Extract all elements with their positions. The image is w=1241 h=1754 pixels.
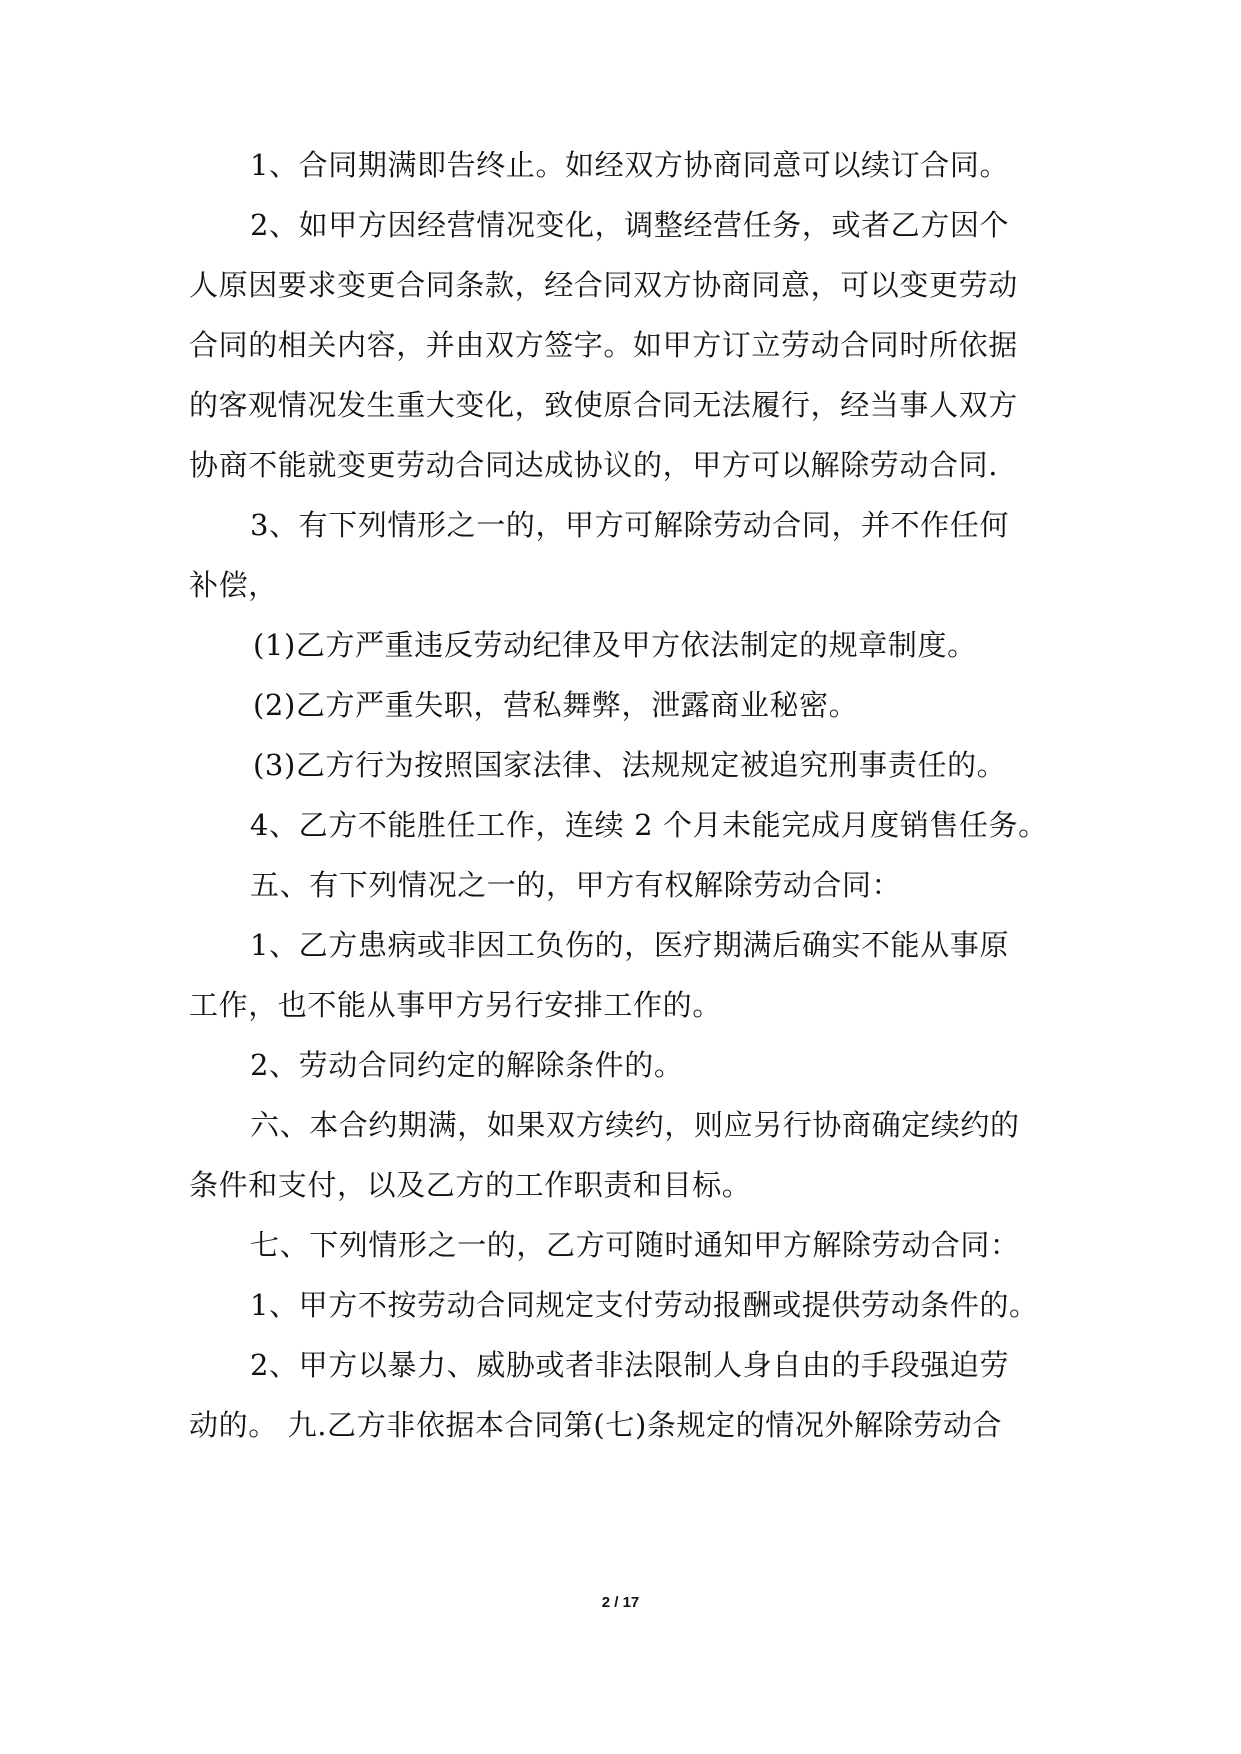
page-number: 2 / 17	[601, 1594, 640, 1611]
text-line: 的客观情况发生重大变化，致使原合同无法履行，经当事人双方	[189, 388, 1018, 422]
text-line: 合同的相关内容，并由双方签字。如甲方订立劳动合同时所依据	[189, 328, 1018, 362]
text-line: 1、甲方不按劳动合同规定支付劳动报酬或提供劳动条件的。	[250, 1288, 1039, 1322]
text-line: 协商不能就变更劳动合同达成协议的，甲方可以解除劳动合同.	[189, 448, 999, 482]
text-line: 七、下列情形之一的，乙方可随时通知甲方解除劳动合同：	[250, 1228, 1020, 1262]
text-line: 1、合同期满即告终止。如经双方协商同意可以续订合同。	[250, 148, 1010, 182]
text-line: 工作，也不能从事甲方另行安排工作的。	[189, 988, 722, 1022]
text-line: (3)乙方行为按照国家法律、法规规定被追究刑事责任的。	[253, 748, 1007, 782]
text-line: (1)乙方严重违反劳动纪律及甲方依法制定的规章制度。	[253, 628, 977, 662]
text-line: 3、有下列情形之一的，甲方可解除劳动合同，并不作任何	[250, 508, 1010, 542]
text-line: 1、乙方患病或非因工负伤的，医疗期满后确实不能从事原	[250, 928, 1010, 962]
text-line: 五、有下列情况之一的，甲方有权解除劳动合同：	[250, 868, 902, 902]
text-line: 条件和支付，以及乙方的工作职责和目标。	[189, 1168, 752, 1202]
text-line: 人原因要求变更合同条款，经合同双方协商同意，可以变更劳动	[189, 268, 1018, 302]
text-line: 2、如甲方因经营情况变化，调整经营任务，或者乙方因个	[250, 208, 1010, 242]
text-line: 动的。 九.乙方非依据本合同第(七)条规定的情况外解除劳动合	[189, 1408, 1003, 1442]
text-line: 2、甲方以暴力、威胁或者非法限制人身自由的手段强迫劳	[250, 1348, 1010, 1382]
text-line: 补偿，	[189, 568, 278, 602]
text-line: 2、劳动合同约定的解除条件的。	[250, 1048, 684, 1082]
text-line: 4、乙方不能胜任工作，连续 2 个月未能完成月度销售任务。	[250, 808, 1048, 842]
text-line: 六、本合约期满，如果双方续约，则应另行协商确定续约的	[250, 1108, 1020, 1142]
text-line: (2)乙方严重失职，营私舞弊，泄露商业秘密。	[253, 688, 859, 722]
